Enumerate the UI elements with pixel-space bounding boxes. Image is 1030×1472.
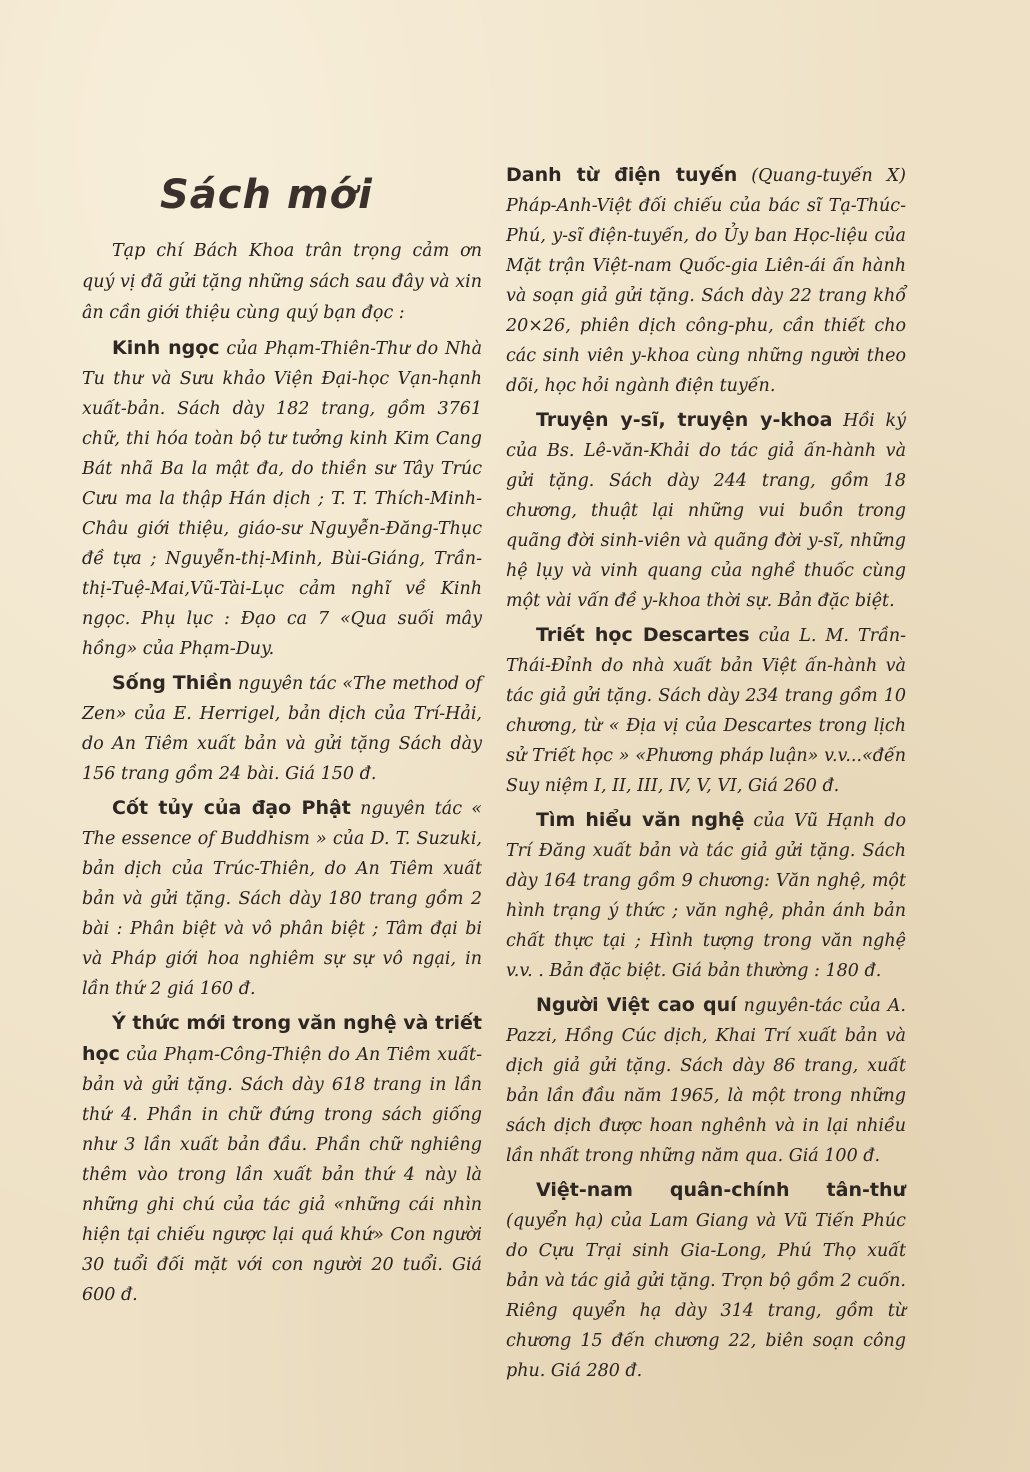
- book-title: Kinh ngọc: [112, 337, 220, 359]
- book-entry: [506, 160, 906, 401]
- book-title: Truyện y-sĩ, truyện y-khoa: [536, 409, 833, 431]
- book-description: (Quang-tuyến X) Pháp-Anh-Việt đối chiếu của bác sĩ Tạ-Thúc-Phú, y-sĩ điện-tuyến, do Ủy ban Học-liệu của Mặt trận Việt-nam Quốc-gia Liên-ái ấn hành và soạn giả gửi tặng. Sách dày 22 trang khổ 20×26, phiên dịch công-phu, cần thiết cho các sinh viên y-khoa cùng những người theo dõi, học hỏi ngành điện tuyến.: [506, 166, 907, 396]
- book-description: nguyên tác «The method of Zen» của E. Herrigel, bản dịch của Trí-Hải, do An Tiêm xuất bản và gửi tặng Sách dày 156 trang gồm 24 bài. Giá 150 đ.: [82, 674, 482, 784]
- left-column: [82, 160, 482, 1314]
- book-title: Cốt tủy của đạo Phật: [112, 797, 351, 819]
- book-title: Tìm hiểu văn nghệ: [536, 809, 745, 831]
- book-description: của Phạm-Công-Thiện do An Tiêm xuất-bản và gửi tặng. Sách dày 618 trang in lần thứ 4. Phần in chữ đứng trong sách giống như 3 lần xuất bản đầu. Phần chữ nghiêng thêm vào trong lần xuất bản thứ 4 này là những ghi chú của tác giả «những cái nhìn hiện tại chiếu ngược lại quá khứ» Con người 30 tuổi đối mặt với con người 20 tuổi. Giá 600 đ.: [82, 1045, 482, 1305]
- section-heading: Sách mới: [160, 172, 373, 218]
- book-title: Ý thức mới trong văn nghệ và triết học: [82, 1012, 482, 1065]
- book-title: Việt-nam quân-chính tân-thư: [536, 1179, 906, 1201]
- book-entry: [506, 805, 906, 986]
- book-description: nguyên tác « The essence of Buddhism » của D. T. Suzuki, bản dịch của Trúc-Thiên, do An Tiêm xuất bản và gửi tặng. Sách dày 180 trang gồm 2 bài : Phân biệt và vô phân biệt ; Tâm đại bi và Pháp giới hoa nghiêm sự sự vô ngại, in lần thứ 2 giá 160 đ.: [82, 799, 482, 999]
- book-title: Người Việt cao quí: [536, 994, 737, 1016]
- book-description: của Phạm-Thiên-Thư do Nhà Tu thư và Sưu khảo Viện Đại-học Vạn-hạnh xuất-bản. Sách dày 182 trang, gồm 3761 chữ, thi hóa toàn bộ tư tưởng kinh Kim Cang Bát nhã Ba la mật đa, do thiền sư Tây Trúc Cưu ma la thập Hán dịch ; T. T. Thích-Minh-Châu giới thiệu, giáo-sư Nguyễn-Đăng-Thục đề tựa ; Nguyễn-thị-Minh, Bùi-Giáng, Trần-thị-Tuệ-Mai,Vũ-Tài-Lục cảm nghĩ về Kinh ngọc. Phụ lục : Đạo ca 7 «Qua suối mây hồng» của Phạm-Duy.: [82, 339, 482, 659]
- intro-paragraph: Tạp chí Bách Khoa trân trọng cảm ơn quý vị đã gửi tặng những sách sau đây và xin ân cần giới thiệu cùng quý bạn đọc :: [82, 241, 482, 323]
- book-entry: [82, 333, 482, 664]
- book-entry: [506, 405, 906, 616]
- book-entry: [82, 793, 482, 1004]
- book-description: (quyển hạ) của Lam Giang và Vũ Tiến Phúc do Cựu Trại sinh Gia-Long, Phú Thọ xuất bản và tác giả gửi tặng. Trọn bộ gồm 2 cuốn. Riêng quyển hạ dày 314 trang, gồm từ chương 15 đến chương 22, biên soạn công phu. Giá 280 đ.: [506, 1211, 906, 1381]
- book-entry: [82, 1008, 482, 1310]
- book-description: của L. M. Trần-Thái-Đỉnh do nhà xuất bản Việt ấn-hành và tác giả gửi tặng. Sách dày 234 trang gồm 10 chương, từ « Địa vị của Descartes trong lịch sử Triết học » «Phương pháp luận» v.v...«đến Suy niệm I, II, III, IV, V, VI, Giá 260 đ.: [506, 626, 906, 796]
- book-entry: [506, 1175, 906, 1386]
- book-description: nguyên-tác của A. Pazzi, Hồng Cúc dịch, Khai Trí xuất bản và dịch giả gửi tặng. Sách dày 86 trang, xuất bản lần đầu năm 1965, là một trong những sách dịch được hoan nghênh và in lại nhiều lần nhất trong những năm qua. Giá 100 đ.: [506, 996, 906, 1166]
- right-column: [506, 160, 906, 1390]
- book-description: của Vũ Hạnh do Trí Đăng xuất bản và tác giả gửi tặng. Sách dày 164 trang gồm 9 chương: Văn nghệ, một hình trạng ý thức ; văn nghệ, phản ánh bản chất thực tại ; Hình tượng trong văn nghệ v.v. . Bản đặc biệt. Giá bản thường : 180 đ.: [506, 811, 907, 981]
- book-entry: [82, 668, 482, 789]
- book-entry: [506, 990, 906, 1171]
- book-title: Sống Thiền: [112, 672, 233, 694]
- book-title: Triết học Descartes: [536, 624, 750, 646]
- book-entry: [506, 620, 906, 801]
- book-title: Danh từ điện tuyến: [506, 164, 738, 186]
- book-description: Hồi ký của Bs. Lê-văn-Khải do tác giả ấn-hành và gửi tặng. Sách dày 244 trang, gồm 18 chương, thuật lại những vui buồn trong quãng đời sinh-viên và quãng đời y-sĩ, những hệ lụy và vinh quang của nghề thuốc cùng một vài vấn đề y-khoa thời sự. Bản đặc biệt.: [506, 411, 907, 611]
